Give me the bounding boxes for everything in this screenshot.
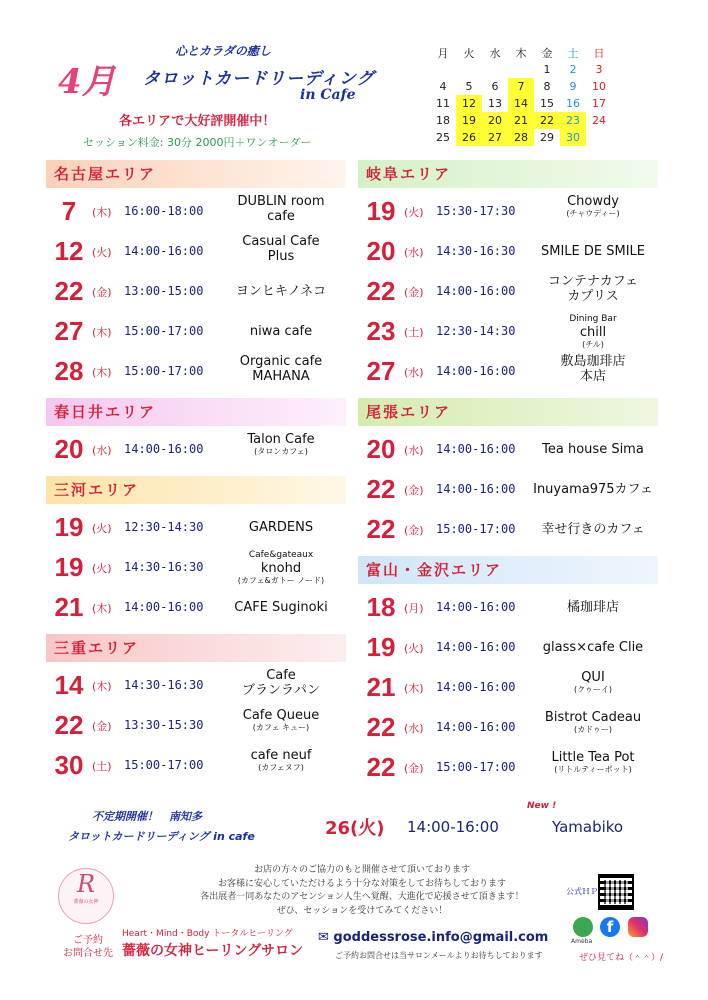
calendar-weekday: 日 xyxy=(593,46,605,60)
venue-block xyxy=(528,442,658,457)
healing-subtitle: Heart・Mind・Body トータルヒーリング xyxy=(122,929,293,939)
schedule-day: 20 xyxy=(366,434,396,464)
calendar-day xyxy=(508,61,534,78)
venue-block xyxy=(528,244,658,259)
schedule-row xyxy=(358,510,658,550)
popular-notice: 各エリアで大好評開催中！ xyxy=(119,114,276,129)
schedule-weekday: (金) xyxy=(404,286,424,299)
schedule-weekday: (土) xyxy=(404,326,424,339)
schedule-time: 16:00-18:00 xyxy=(124,204,204,218)
schedule-weekday: (水) xyxy=(404,722,424,735)
schedule-day: 22 xyxy=(54,710,84,740)
tagline-tarot: タロットカードリーディング xyxy=(143,69,375,89)
schedule-row xyxy=(46,706,346,746)
schedule-row xyxy=(46,508,346,548)
schedule-row xyxy=(46,588,346,628)
schedule-weekday: (金) xyxy=(404,762,424,775)
reserve-line: ご予約 xyxy=(73,935,103,946)
venue-reading: (リトルティーポット) xyxy=(554,765,632,774)
schedule-weekday: (水) xyxy=(404,444,424,457)
session-fee: セッション料金: 30分 2000円＋ワンオーダー xyxy=(83,136,312,149)
schedule-weekday: (水) xyxy=(92,444,112,457)
area-header-nagoya: 名古屋エリア xyxy=(46,160,346,188)
calendar-day: 30 xyxy=(560,129,586,146)
schedule-time: 14:00-16:00 xyxy=(436,442,516,456)
venue-prefix: Dining Bar xyxy=(569,314,617,324)
schedule-weekday: (金) xyxy=(404,484,424,497)
venue-name: glass×cafe Clie xyxy=(542,640,644,655)
venue-block xyxy=(216,194,346,224)
venue-block xyxy=(216,284,346,299)
schedule-day: 23 xyxy=(366,316,396,346)
calendar-day xyxy=(430,61,456,78)
schedule-day: 22 xyxy=(366,752,396,782)
calendar-day: 16 xyxy=(566,97,580,110)
new-badge: New ! xyxy=(527,801,557,811)
calendar-day: 7 xyxy=(508,78,534,95)
schedule-day: 19 xyxy=(54,512,84,542)
schedule-time: 14:00-16:00 xyxy=(124,442,204,456)
schedule-day: 27 xyxy=(366,356,396,386)
contact-note: ご予約お問合せは当サロンメールよりお待ちしております xyxy=(335,951,543,960)
venue-prefix: Cafe&gateaux xyxy=(248,550,314,560)
schedule-row xyxy=(358,748,658,788)
schedule-day: 14 xyxy=(54,670,84,700)
schedule-time: 14:00-16:00 xyxy=(436,482,516,496)
calendar-weekday: 火 xyxy=(463,46,475,60)
schedule-row xyxy=(358,628,658,668)
schedule-day: 19 xyxy=(366,632,396,662)
venue-name: QUI xyxy=(581,670,605,685)
calendar-day: 13 xyxy=(488,97,502,110)
calendar-day: 19 xyxy=(456,112,482,129)
schedule-day: 20 xyxy=(366,236,396,266)
schedule-weekday: (火) xyxy=(404,642,424,655)
venue-name: Inuyama975カフェ xyxy=(533,482,653,497)
venue-block xyxy=(216,668,346,698)
schedule-time: 15:00-17:00 xyxy=(436,522,516,536)
calendar xyxy=(430,44,624,146)
schedule-time: 14:00-16:00 xyxy=(124,244,204,258)
venue-name-line2: 本店 xyxy=(579,369,606,384)
official-hp-label: 公式ＨＰ xyxy=(566,887,598,896)
calendar-day: 2 xyxy=(569,63,577,76)
logo-text: 薔薇の女神 xyxy=(73,899,99,905)
special-event-date: 26(火) xyxy=(325,818,385,839)
venue-name-line2: MAHANA xyxy=(252,369,310,384)
salon-logo xyxy=(58,868,114,924)
schedule-day: 22 xyxy=(366,276,396,306)
venue-name: cafe neuf xyxy=(250,748,312,763)
venue-block xyxy=(528,670,658,695)
schedule-weekday: (木) xyxy=(92,602,112,615)
venue-block xyxy=(528,482,658,497)
area-header-gifu: 岐阜エリア xyxy=(358,160,658,188)
calendar-day xyxy=(456,61,482,78)
schedule-day: 18 xyxy=(366,592,396,622)
calendar-day: 22 xyxy=(534,112,560,129)
schedule-day: 19 xyxy=(54,552,84,582)
schedule-time: 14:30-16:30 xyxy=(124,678,204,692)
calendar-day: 29 xyxy=(540,131,554,144)
schedule-day: 7 xyxy=(61,196,77,226)
calendar-day: 27 xyxy=(482,129,508,146)
venue-block xyxy=(216,748,346,773)
schedule-day: 27 xyxy=(54,316,84,346)
venue-block xyxy=(528,194,658,219)
venue-name: GARDENS xyxy=(248,520,314,535)
schedule-row xyxy=(358,668,658,708)
special-event-title: 不定期開催！ 南知多 xyxy=(92,810,202,823)
reserve-line: お問合せ先 xyxy=(63,948,113,959)
calendar-weekday: 水 xyxy=(489,46,501,60)
venue-reading: (チル) xyxy=(582,340,604,349)
facebook-icon[interactable]: f xyxy=(600,917,620,937)
venue-block xyxy=(528,600,658,615)
schedule-row xyxy=(46,352,346,392)
schedule-time: 14:30-16:30 xyxy=(124,560,204,574)
calendar-day: 14 xyxy=(508,95,534,112)
area-header-kasugai: 春日井エリア xyxy=(46,398,346,426)
reserve-label xyxy=(63,934,113,960)
schedule-time: 14:00-16:00 xyxy=(436,600,516,614)
schedule-weekday: (月) xyxy=(404,602,424,615)
calendar-day: 24 xyxy=(592,114,606,127)
schedule-weekday: (木) xyxy=(92,326,112,339)
schedule-time: 14:00-16:00 xyxy=(436,364,516,378)
venue-name: Tea house Sima xyxy=(542,442,644,457)
venue-name: CAFE Suginoki xyxy=(234,600,328,615)
tagline-cafe: in Cafe xyxy=(300,87,356,103)
venue-name: 橘珈琲店 xyxy=(566,600,619,615)
calendar-day: 10 xyxy=(592,80,606,93)
venue-block xyxy=(216,550,346,586)
ameba-label: Ameba xyxy=(571,938,593,945)
schedule-time: 14:00-16:00 xyxy=(436,284,516,298)
schedule-day: 20 xyxy=(54,434,84,464)
venue-block xyxy=(528,522,658,537)
schedule-time: 15:00-17:00 xyxy=(124,324,204,338)
venue-name: chill xyxy=(579,325,607,340)
schedule-row xyxy=(358,352,658,392)
schedule-weekday: (木) xyxy=(92,206,112,219)
schedule-row xyxy=(46,548,346,588)
special-event-time: 14:00-16:00 xyxy=(407,818,499,836)
calendar-day: 26 xyxy=(456,129,482,146)
schedule-row xyxy=(358,470,658,510)
schedule-time: 14:00-16:00 xyxy=(436,680,516,694)
venue-block xyxy=(216,324,346,339)
venue-block xyxy=(216,600,346,615)
venue-name: Little Tea Pot xyxy=(551,750,635,765)
schedule-weekday: (金) xyxy=(92,286,112,299)
venue-name: SMILE DE SMILE xyxy=(540,244,645,259)
venue-reading: (チャウディー) xyxy=(566,209,620,218)
calendar-day: 6 xyxy=(491,80,499,93)
venue-name-line2: ブランラパン xyxy=(241,683,320,698)
calendar-day: 5 xyxy=(465,80,473,93)
schedule-day: 22 xyxy=(366,474,396,504)
venue-reading: (カフェヌフ) xyxy=(258,763,304,772)
venue-name: Cafe Queue xyxy=(242,708,320,723)
calendar-day xyxy=(586,129,612,146)
tagline-healing: 心とカラダの癒し xyxy=(175,44,271,58)
venue-name: Talon Cafe xyxy=(247,432,315,447)
calendar-weekday: 金 xyxy=(541,46,553,60)
schedule-weekday: (火) xyxy=(92,522,112,535)
calendar-day: 18 xyxy=(436,114,450,127)
venue-block xyxy=(528,274,658,304)
calendar-day xyxy=(482,61,508,78)
schedule-weekday: (水) xyxy=(404,246,424,259)
schedule-time: 12:30-14:30 xyxy=(124,520,204,534)
venue-reading: (タロンカフェ) xyxy=(254,447,308,456)
calendar-day: 28 xyxy=(508,129,534,146)
schedule-time: 15:30-17:30 xyxy=(436,204,516,218)
venue-reading: (カドゥー) xyxy=(573,725,613,734)
schedule-time: 14:00-16:00 xyxy=(436,640,516,654)
message-line: 各出展者一同あなたのアセンション人生へ覚醒、大進化で応援させて頂きます！ xyxy=(200,892,524,902)
schedule-time: 14:00-16:00 xyxy=(124,600,204,614)
venue-name: Chowdy xyxy=(567,194,619,209)
calendar-day: 17 xyxy=(592,97,606,110)
venue-block xyxy=(216,708,346,733)
venue-name: knohd xyxy=(260,561,302,576)
calendar-day: 4 xyxy=(439,80,447,93)
schedule-row xyxy=(358,312,658,352)
calendar-day: 25 xyxy=(436,131,450,144)
message-line: お店の方々のご協力のもと開催させて頂いております xyxy=(253,865,470,875)
area-header-owari: 尾張エリア xyxy=(358,398,658,426)
schedule-weekday: (金) xyxy=(92,720,112,733)
calendar-day: 15 xyxy=(540,97,554,110)
schedule-time: 15:00-17:00 xyxy=(124,364,204,378)
schedule-day: 19 xyxy=(366,196,396,226)
schedule-weekday: (火) xyxy=(92,246,112,259)
venue-block xyxy=(216,432,346,457)
look-message: ぜひ見てね（＾＾）/ xyxy=(579,953,664,963)
venue-block xyxy=(216,520,346,535)
schedule-weekday: (金) xyxy=(404,524,424,537)
schedule-time: 13:00-15:00 xyxy=(124,284,204,298)
email-link[interactable]: ✉ goddessrose.info@gmail.com xyxy=(318,930,549,945)
schedule-day: 28 xyxy=(54,356,84,386)
schedule-row xyxy=(358,588,658,628)
schedule-row xyxy=(46,192,346,232)
calendar-day: 1 xyxy=(543,63,551,76)
venue-name: コンテナカフェ xyxy=(547,274,639,289)
schedule-row xyxy=(358,708,658,748)
calendar-day: 23 xyxy=(560,112,586,129)
calendar-day: 20 xyxy=(482,112,508,129)
schedule-row xyxy=(46,666,346,706)
venue-reading: (カフェ キュー) xyxy=(252,723,310,732)
calendar-day: 8 xyxy=(543,80,551,93)
schedule-weekday: (木) xyxy=(92,680,112,693)
venue-name: 敷島珈琲店 xyxy=(560,354,626,369)
calendar-day: 11 xyxy=(436,97,450,110)
schedule-time: 14:30-16:30 xyxy=(436,244,516,258)
schedule-row xyxy=(46,430,346,470)
schedule-row xyxy=(46,232,346,272)
calendar-table xyxy=(430,44,612,146)
venue-reading: (クゥーイ) xyxy=(573,685,612,694)
venue-name: Organic cafe xyxy=(239,354,323,369)
calendar-day: 9 xyxy=(569,80,577,93)
special-event-venue: Yamabiko xyxy=(552,818,624,836)
area-header-mie: 三重エリア xyxy=(46,634,346,662)
area-header-toyama: 富山・金沢エリア xyxy=(358,556,658,584)
calendar-day: 12 xyxy=(456,95,482,112)
schedule-time: 14:00-16:00 xyxy=(436,720,516,734)
schedule-weekday: (火) xyxy=(92,562,112,575)
message-line: ぜひ、セッションを受けてみてください！ xyxy=(276,905,448,916)
schedule-row xyxy=(46,312,346,352)
special-event-subtitle: タロットカードリーディング in cafe xyxy=(68,830,255,843)
venue-name-line2: カプリス xyxy=(567,289,619,304)
calendar-weekday: 木 xyxy=(515,46,527,60)
venue-name: DUBLIN room xyxy=(237,194,325,209)
month-title: 4月 xyxy=(58,62,116,102)
calendar-day: 3 xyxy=(595,63,603,76)
schedule-day: 21 xyxy=(54,592,84,622)
area-header-mikawa: 三河エリア xyxy=(46,476,346,504)
venue-name: Cafe xyxy=(266,668,296,683)
schedule-row xyxy=(358,192,658,232)
instagram-icon[interactable] xyxy=(628,917,648,937)
schedule-day: 12 xyxy=(54,236,84,266)
schedule-row xyxy=(358,272,658,312)
schedule-row xyxy=(46,746,346,786)
venue-name: niwa cafe xyxy=(249,324,313,339)
venue-name: ヨンヒキノネコ xyxy=(235,284,327,299)
schedule-weekday: (木) xyxy=(404,682,424,695)
venue-block xyxy=(528,710,658,735)
schedule-row xyxy=(358,232,658,272)
venue-name: 幸せ行きのカフェ xyxy=(541,522,645,537)
venue-block xyxy=(216,234,346,264)
schedule-weekday: (火) xyxy=(404,206,424,219)
schedule-weekday: (水) xyxy=(404,366,424,379)
schedule-day: 21 xyxy=(366,672,396,702)
schedule-time: 15:00-17:00 xyxy=(436,760,516,774)
venue-block xyxy=(216,354,346,384)
calendar-weekday: 土 xyxy=(567,46,579,60)
logo-letter: R xyxy=(76,870,96,898)
schedule-day: 22 xyxy=(366,514,396,544)
schedule-weekday: (土) xyxy=(92,760,112,773)
venue-name: Bistrot Cadeau xyxy=(544,710,642,725)
schedule-row xyxy=(46,272,346,312)
schedule-day: 30 xyxy=(54,750,84,780)
venue-block xyxy=(528,354,658,384)
venue-name-line2: Plus xyxy=(267,249,295,264)
schedule-time: 13:30-15:30 xyxy=(124,718,204,732)
qr-code-icon[interactable] xyxy=(598,874,634,910)
calendar-day: 21 xyxy=(508,112,534,129)
venue-block xyxy=(528,640,658,655)
schedule-day: 22 xyxy=(54,276,84,306)
schedule-time: 12:30-14:30 xyxy=(436,324,516,338)
schedule-time: 15:00-17:00 xyxy=(124,758,204,772)
salon-name: 薔薇の女神ヒーリングサロン xyxy=(122,943,304,959)
venue-block xyxy=(528,314,658,350)
venue-name-line2: cafe xyxy=(267,209,295,224)
message-line: お客様に安心していただけるよう十分な対策をしてお待ちしております xyxy=(217,878,506,889)
venue-block xyxy=(528,750,658,775)
calendar-weekday: 月 xyxy=(437,46,449,60)
venue-name: Casual Cafe xyxy=(242,234,320,249)
message-block xyxy=(132,864,592,918)
venue-reading: (カフェ&ガトー ノード) xyxy=(237,576,325,585)
schedule-weekday: (木) xyxy=(92,366,112,379)
schedule-row xyxy=(358,430,658,470)
ameba-icon[interactable] xyxy=(573,917,593,937)
schedule-day: 22 xyxy=(366,712,396,742)
